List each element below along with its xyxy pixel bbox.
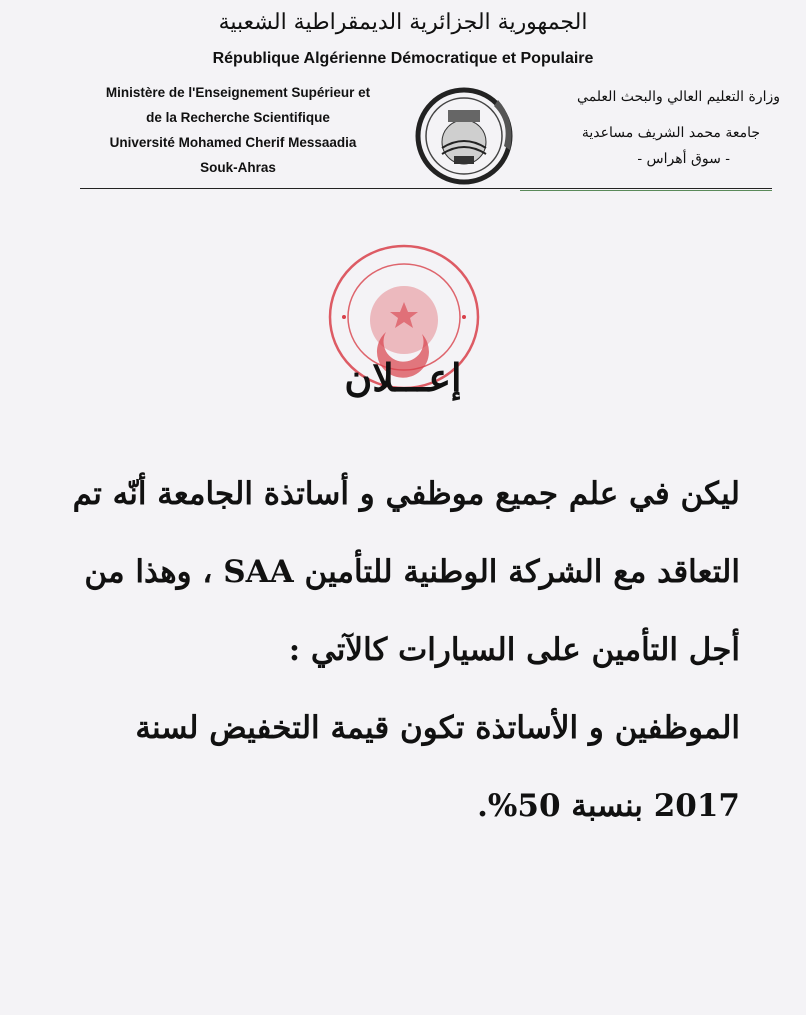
institution-block-french <box>88 80 388 180</box>
university-arabic: جامعة محمد الشريف مساعدية <box>581 125 760 141</box>
body-line-2: التعاقد مع الشركة الوطنية للتأمين SAA ، وهذا من <box>84 554 740 590</box>
institution-block-arabic <box>530 84 780 172</box>
city-name: Souk-Ahras <box>200 160 276 175</box>
country-name-french: République Algérienne Démocratique et Populaire <box>212 50 594 67</box>
body-line-1: ليكن في علم جميع موظفي و أساتذة الجامعة أنّه تم <box>72 476 740 512</box>
university-name: Université Mohamed Cherif Messaadia <box>109 135 357 150</box>
body-line-5: 2017 بنسبة 50%. <box>477 788 740 824</box>
announcement-body <box>60 455 740 845</box>
university-logo-icon <box>412 80 527 188</box>
announcement-title: إعـــلان <box>344 355 462 400</box>
body-line-3: أجل التأمين على السيارات كالآتي : <box>288 632 740 668</box>
city-arabic: - سوق أهراس - <box>637 151 730 167</box>
header-divider <box>80 188 772 189</box>
ministry-line-1: Ministère de l'Enseignement Supérieur et <box>105 85 371 100</box>
header-divider-accent <box>520 190 772 191</box>
ministry-arabic: وزارة التعليم العالي والبحث العلمي <box>577 89 780 105</box>
body-line-4: الموظفين و الأساتذة تكون قيمة التخفيض لسنة <box>135 710 740 746</box>
country-name-arabic: الجمهورية الجزائرية الديمقراطية الشعبية <box>218 10 588 35</box>
ministry-line-2: de la Recherche Scientifique <box>146 110 330 125</box>
